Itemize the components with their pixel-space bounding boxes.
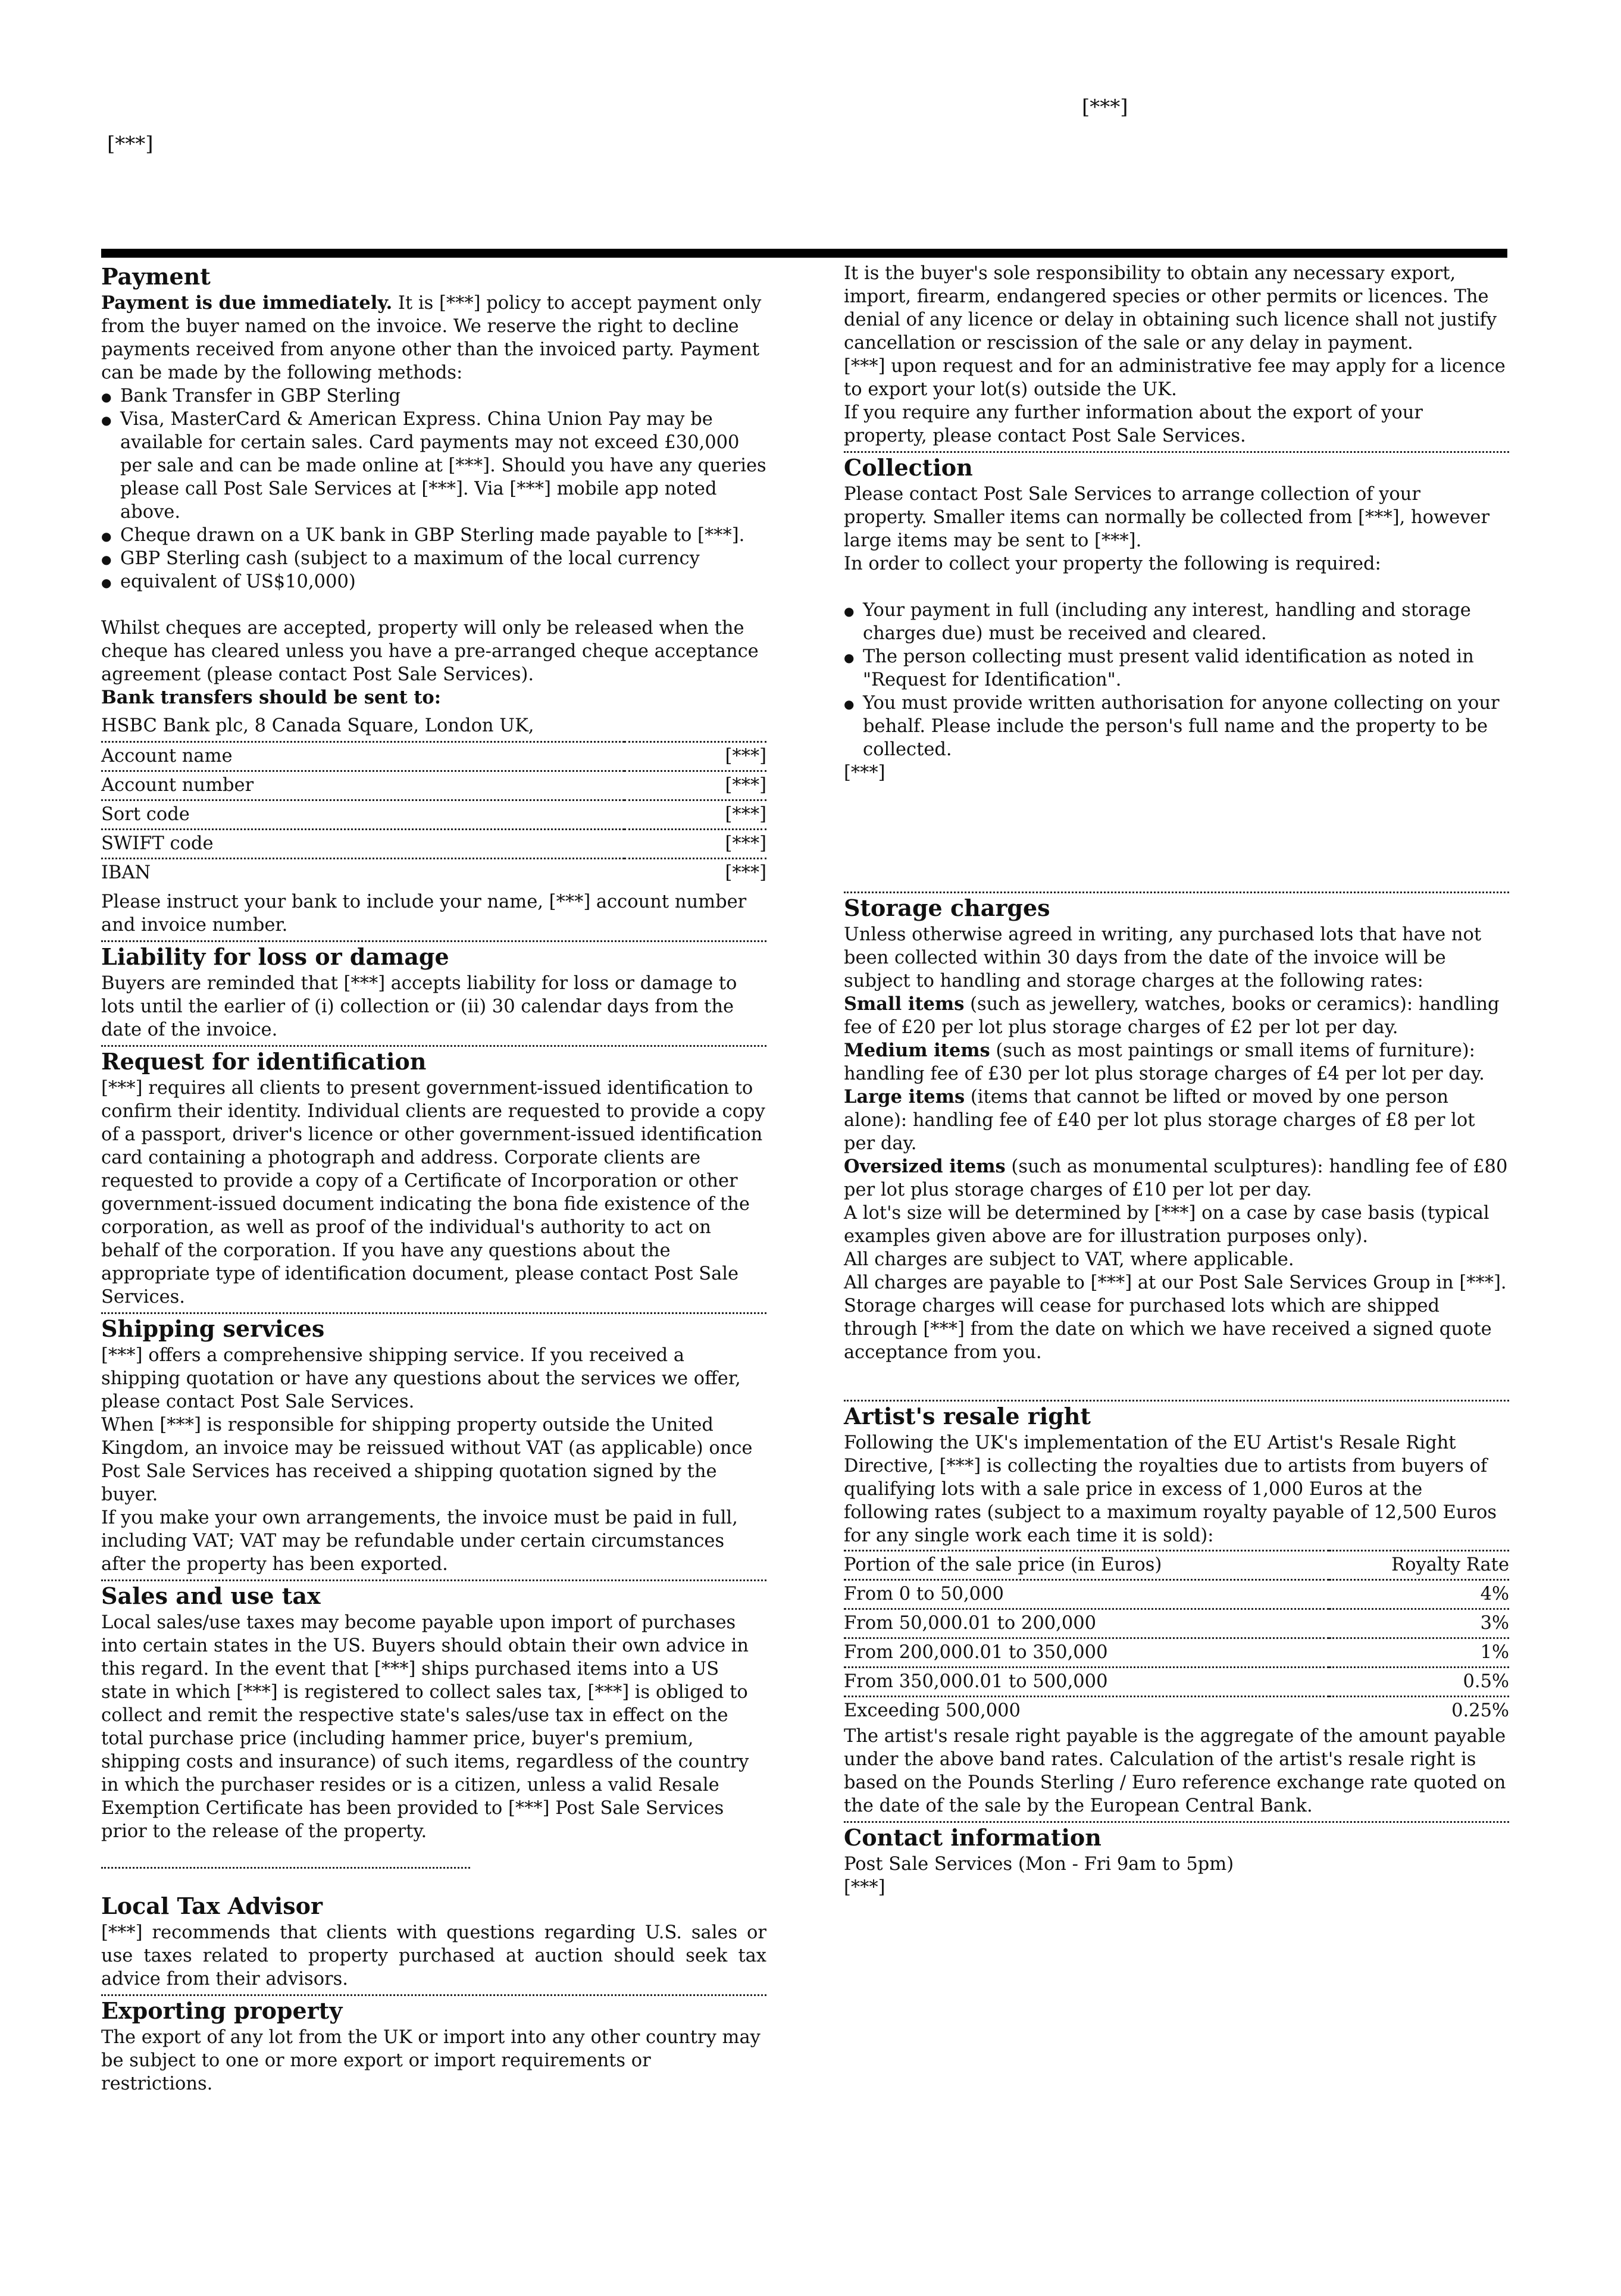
redacted-logo-tag: [***] — [107, 132, 154, 156]
list-item: ● Your payment in full (including any interest, handling and storage charges due) must be received and cleared. — [863, 599, 1509, 645]
storage-vat-note: All charges are subject to VAT, where applicable. — [844, 1249, 1294, 1270]
exporting-p2: It is the buyer's sole responsibility to obtain any necessary export, import, firearm, endangered species or other permits or licences. The denial of any licence or delay in obtaining such licence shall not justify cancellation or rescission of the sale or any delay in payment. — [844, 263, 1497, 354]
table-row — [844, 1609, 1509, 1638]
contact-line: Post Sale Services (Mon - Fri 9am to 5pm) — [844, 1854, 1234, 1875]
liability-body: Buyers are reminded that [***] accepts liability for loss or damage to lots until the earlier of (i) collection or (ii) 30 calendar days from the date of the invoice. — [101, 973, 737, 1040]
contact-title: Contact information — [844, 1824, 1101, 1851]
royalty-rate: 4% — [1329, 1580, 1509, 1609]
resale-section — [844, 1402, 1509, 1818]
shipping-section — [101, 1314, 766, 1576]
royalty-rate: 0.25% — [1451, 1700, 1509, 1721]
table-row — [101, 771, 766, 800]
exporting-p4: If you require any further information about the export of your property, please contact Post Sale Services. — [844, 402, 1423, 446]
bank-instruction: Please instruct your bank to include your name, [***] account number and invoice number. — [101, 892, 747, 936]
collection-tail: [***] — [844, 762, 885, 783]
storage-large-text: (items that cannot be lifted or moved by one person alone): handling fee of £40 per lot plus storage charges of £8 per lot per day. — [844, 1087, 1475, 1154]
royalty-rate: 0.5% — [1329, 1668, 1509, 1697]
storage-oversized-text: (such as monumental sculptures): handling fee of £80 per lot plus storage charges of £10 per lot per day. — [844, 1156, 1508, 1200]
storage-medium — [844, 1039, 1509, 1086]
payment-method: ● Cheque drawn on a UK bank in GBP Sterling made payable to [***]. — [120, 524, 766, 547]
exporting-title: Exporting property — [101, 1997, 343, 2024]
payment-methods-list — [101, 384, 766, 593]
storage-oversized — [844, 1155, 1509, 1202]
table-row — [844, 1551, 1509, 1580]
sales-tax-section — [101, 1581, 766, 1843]
bank-value: [***] — [725, 862, 766, 883]
bank-details-table — [101, 741, 766, 887]
royalty-band: From 0 to 50,000 — [844, 1580, 1329, 1609]
payment-lead-bold: Payment is due immediately. — [101, 292, 393, 314]
bank-label: Sort code — [101, 800, 624, 830]
storage-large-label: Large items — [844, 1086, 965, 1108]
bank-value: [***] — [624, 800, 766, 830]
table-header-band: Portion of the sale price (in Euros) — [844, 1551, 1329, 1580]
table-row — [844, 1638, 1509, 1668]
shipping-p2: When [***] is responsible for shipping property outside the United Kingdom, an invoice may be reissued without VAT (as applicable) once Post Sale Services has received a shipping quotation signed by the buyer. — [101, 1415, 753, 1505]
sales-tax-title: Sales and use tax — [101, 1582, 321, 1609]
identification-section — [101, 1047, 766, 1309]
collection-p2: In order to collect your property the following is required: — [844, 553, 1381, 574]
shipping-title: Shipping services — [101, 1315, 325, 1342]
royalty-band: Exceeding 500,000 — [844, 1700, 1021, 1721]
resale-intro: Following the UK's implementation of the EU Artist's Resale Right Directive, [***] is collecting the royalties due to artists from buyers of qualifying lots with a sale price in excess of 1,000 Euros at the following rates (subject to a maximum royalty payable of 12,500 Euros for any single work each time it is sold): — [844, 1432, 1497, 1546]
royalty-band: From 350,000.01 to 500,000 — [844, 1668, 1329, 1697]
collection-section — [844, 453, 1509, 784]
table-header-rate: Royalty Rate — [1329, 1551, 1509, 1580]
storage-size-note: A lot's size will be determined by [***] on a case by case basis (typical examples given above are for illustration purposes only). — [844, 1203, 1489, 1247]
bank-value: [***] — [624, 771, 766, 800]
royalty-band: From 50,000.01 to 200,000 — [844, 1609, 1329, 1638]
collection-p1: Please contact Post Sale Services to arrange collection of your property. Smaller items can normally be collected from [***], however large items may be sent to [***]. — [844, 484, 1490, 551]
resale-outro: The artist's resale right payable is the aggregate of the amount payable under the above band rates. Calculation of the artist's resale right is based on the Pounds Sterling / Euro reference exchange rate quoted on the date of the sale by the European Central Bank. — [844, 1726, 1506, 1816]
identification-title: Request for identification — [101, 1048, 427, 1075]
table-row — [101, 859, 766, 887]
sales-tax-body: Local sales/use taxes may become payable upon import of purchases into certain states in the US. Buyers should obtain their own advice in this regard. In the event that [***] ships purchased items into a US state in which [***] is registered to collect sales tax, [***] is obliged to collect and remit the respective state's sales/use tax in effect on the total purchase price (including hammer price, buyer's premium, shipping costs and insurance) of such items, regardless of the country in which the purchaser resides or is a citizen, unless a valid Resale Exemption Certificate has been provided to [***] Post Sale Services prior to the release of the property. — [101, 1612, 749, 1842]
storage-large — [844, 1086, 1509, 1155]
storage-medium-label: Medium items — [844, 1040, 990, 1061]
table-row — [844, 1580, 1509, 1609]
bank-label: IBAN — [101, 862, 151, 883]
storage-intro: Unless otherwise agreed in writing, any purchased lots that have not been collected within 30 days from the date of the invoice will be subject to handling and storage charges at the following rates: — [844, 924, 1482, 991]
table-row — [101, 830, 766, 859]
storage-oversized-label: Oversized items — [844, 1156, 1006, 1177]
payment-method: ● Visa, MasterCard & American Express. China Union Pay may be available for certain sales. Card payments may not exceed £30,000 per sale and can be made online at [***]. Should you have any queries please call Post Sale Services at [***]. Via [***] mobile app noted above. — [120, 408, 766, 524]
payment-lead — [101, 292, 766, 384]
exporting-p3: [***] upon request and for an administrative fee may apply for a licence to export your lot(s) outside the UK. — [844, 356, 1506, 400]
table-row — [101, 742, 766, 771]
list-item: ● The person collecting must present valid identification as noted in "Request for Identification". — [863, 645, 1509, 692]
liability-section — [101, 942, 766, 1041]
payment-lead-rest: It is [***] policy to accept payment only from the buyer named on the invoice. We reserve the right to decline payments received from anyone other than the invoiced party. Payment can be made by the following methods: — [101, 293, 762, 383]
collection-title: Collection — [844, 454, 973, 481]
resale-title: Artist's resale right — [844, 1403, 1091, 1429]
payment-method: ● equivalent of US$10,000) — [120, 570, 766, 593]
bank-heading: Bank transfers should be sent to: — [101, 687, 442, 708]
bank-label: Account number — [101, 771, 624, 800]
bank-value: [***] — [624, 830, 766, 859]
table-row — [844, 1697, 1509, 1725]
storage-small-text: (such as jewellery, watches, books or ceramics): handling fee of £20 per lot plus storage charges of £2 per lot per day. — [844, 994, 1500, 1038]
right-column — [844, 262, 1509, 1899]
liability-title: Liability for loss or damage — [101, 943, 449, 970]
tax-advisor-section — [101, 1891, 766, 1991]
payment-method: ● GBP Sterling cash (subject to a maximum of the local currency — [120, 547, 766, 570]
table-row — [844, 1668, 1509, 1697]
payment-title: Payment — [101, 263, 211, 290]
shipping-p1: [***] offers a comprehensive shipping service. If you received a shipping quotation or have any questions about the services we offer, please contact Post Sale Services. — [101, 1345, 741, 1412]
collection-requirements-list — [844, 599, 1509, 761]
bank-address: HSBC Bank plc, 8 Canada Square, London UK, — [101, 715, 534, 736]
shipping-p3: If you make your own arrangements, the invoice must be paid in full, including VAT; VAT may be refundable under certain circumstances after the property has been exported. — [101, 1507, 738, 1575]
bank-label: Account name — [101, 742, 624, 771]
storage-cease-note: Storage charges will cease for purchased lots which are shipped through [***] from the date on which we have received a signed quote acceptance from you. — [844, 1296, 1492, 1363]
storage-section — [844, 893, 1509, 1364]
storage-medium-text: (such as most paintings or small items of furniture): handling fee of £30 per lot plus storage charges of £4 per lot per day. — [844, 1040, 1485, 1084]
redacted-header-tag: [***] — [1082, 95, 1128, 119]
table-row — [101, 800, 766, 830]
contact-tail: [***] — [844, 1877, 885, 1898]
storage-small — [844, 993, 1509, 1039]
bank-value: [***] — [624, 742, 766, 771]
contact-section — [844, 1823, 1509, 1899]
exporting-p1: The export of any lot from the UK or import into any other country may be subject to one or more export or import requirements or restrictions. — [101, 2027, 761, 2094]
royalty-rate-table — [844, 1550, 1509, 1725]
tax-advisor-title: Local Tax Advisor — [101, 1893, 323, 1919]
cheque-note: Whilst cheques are accepted, property will only be released when the cheque has cleared unless you have a pre-arranged cheque acceptance agreement (please contact Post Sale Services). — [101, 618, 759, 685]
storage-payable-note: All charges are payable to [***] at our Post Sale Services Group in [***]. — [844, 1272, 1507, 1293]
tax-advisor-body: [***] recommends that clients with questions regarding U.S. sales or use taxes related to property purchased at auction should seek tax advice from their advisors. — [101, 1922, 766, 1990]
storage-title: Storage charges — [844, 894, 1050, 921]
list-item: ● You must provide written authorisation for anyone collecting on your behalf. Please include the person's full name and the property to be collected. — [863, 692, 1509, 761]
storage-small-label: Small items — [844, 993, 965, 1015]
royalty-band: From 200,000.01 to 350,000 — [844, 1638, 1329, 1668]
exporting-continued — [844, 262, 1509, 448]
top-rule — [101, 249, 1507, 258]
exporting-section — [101, 1996, 766, 2095]
bank-label: SWIFT code — [101, 830, 624, 859]
payment-section — [101, 262, 766, 937]
royalty-rate: 1% — [1329, 1638, 1509, 1668]
left-column — [101, 262, 766, 2095]
payment-method: ● Bank Transfer in GBP Sterling — [120, 384, 766, 408]
identification-body: [***] requires all clients to present government-issued identification to confirm their identity. Individual clients are requested to provide a copy of a passport, driver's licence or other government-issued identification card containing a photograph and address. Corporate clients are requested to provide a copy of a Certificate of Incorporation or other government-issued document indicating the bona fide existence of the corporation, as well as proof of the individual's authority to act on behalf of the corporation. If you have any questions about the appropriate type of identification document, please contact Post Sale Services. — [101, 1078, 765, 1307]
royalty-rate: 3% — [1329, 1609, 1509, 1638]
